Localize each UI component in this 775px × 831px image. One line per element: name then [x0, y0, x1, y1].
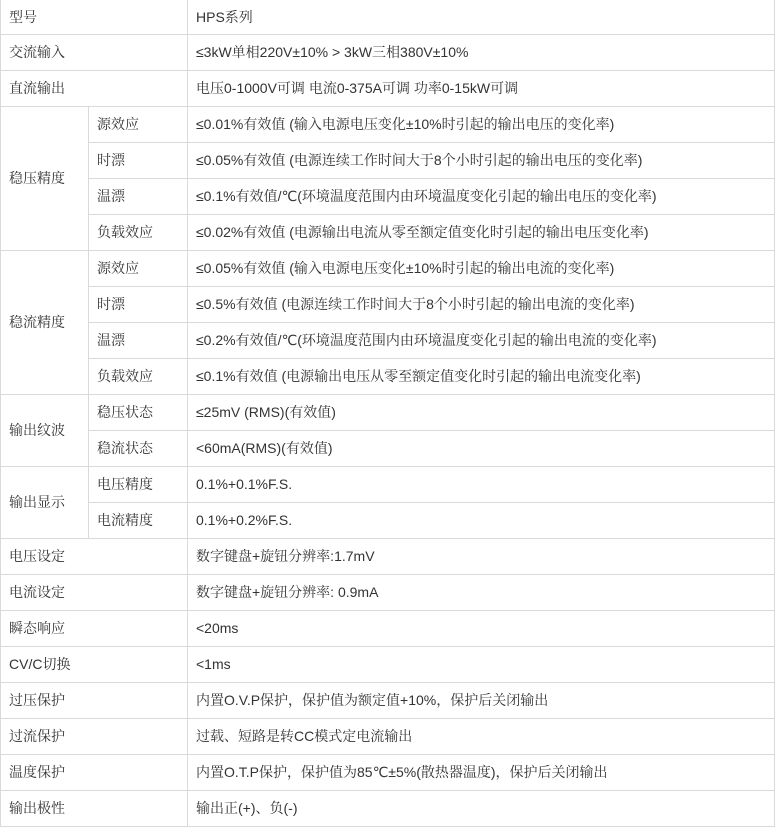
spec-label: 输出极性: [1, 790, 188, 826]
spec-value: ≤0.05%有效值 (电源连续工作时间大于8个小时引起的输出电压的变化率): [188, 142, 775, 178]
spec-label: 直流输出: [1, 70, 188, 106]
spec-sub-label: 负载效应: [89, 214, 188, 250]
spec-sub-label: 时漂: [89, 286, 188, 322]
spec-row-ripple-cv: [1, 394, 775, 430]
spec-row-model: [1, 0, 775, 34]
spec-value: ≤0.02%有效值 (电源输出电流从零至额定值变化时引起的输出电压变化率): [188, 214, 775, 250]
spec-value: ≤0.1%有效值 (电源输出电压从零至额定值变化时引起的输出电流变化率): [188, 358, 775, 394]
spec-row-ripple-cc: [1, 430, 775, 466]
spec-row-transient-response: [1, 610, 775, 646]
spec-value: 内置O.V.P保护，保护值为额定值+10%，保护后关闭输出: [188, 682, 775, 718]
spec-value: 输出正(+)、负(-): [188, 790, 775, 826]
spec-row-cv-accuracy-source: [1, 106, 775, 142]
spec-value: 0.1%+0.2%F.S.: [188, 502, 775, 538]
spec-row-cv-accuracy-load: [1, 214, 775, 250]
spec-row-ocp: [1, 718, 775, 754]
spec-sub-label: 电压精度: [89, 466, 188, 502]
spec-value: 电压0-1000V可调 电流0-375A可调 功率0-15kW可调: [188, 70, 775, 106]
spec-value: 数字键盘+旋钮分辨率:1.7mV: [188, 538, 775, 574]
spec-value: ≤0.01%有效值 (输入电源电压变化±10%时引起的输出电压的变化率): [188, 106, 775, 142]
spec-sub-label: 源效应: [89, 250, 188, 286]
spec-group-label: 输出显示: [1, 466, 89, 538]
spec-label: 电流设定: [1, 574, 188, 610]
spec-value: 过载、短路是转CC模式定电流输出: [188, 718, 775, 754]
spec-row-cv-cc-switch: [1, 646, 775, 682]
spec-value: <20ms: [188, 610, 775, 646]
spec-sub-label: 负载效应: [89, 358, 188, 394]
spec-group-label: 输出纹波: [1, 394, 89, 466]
spec-row-cc-accuracy-temp: [1, 322, 775, 358]
spec-row-cv-accuracy-temp: [1, 178, 775, 214]
spec-label: CV/C切换: [1, 646, 188, 682]
spec-sub-label: 时漂: [89, 142, 188, 178]
spec-sub-label: 温漂: [89, 322, 188, 358]
spec-label: 瞬态响应: [1, 610, 188, 646]
spec-label: 交流输入: [1, 34, 188, 70]
spec-row-ovp: [1, 682, 775, 718]
spec-sub-label: 源效应: [89, 106, 188, 142]
spec-group-label: 稳压精度: [1, 106, 89, 250]
spec-row-polarity: [1, 790, 775, 826]
spec-value: ≤0.5%有效值 (电源连续工作时间大于8个小时引起的输出电流的变化率): [188, 286, 775, 322]
spec-label: 温度保护: [1, 754, 188, 790]
spec-row-cc-accuracy-time: [1, 286, 775, 322]
spec-sub-label: 温漂: [89, 178, 188, 214]
spec-sub-label: 稳流状态: [89, 430, 188, 466]
spec-value: ≤25mV (RMS)(有效值): [188, 394, 775, 430]
spec-value: ≤3kW单相220V±10% > 3kW三相380V±10%: [188, 34, 775, 70]
spec-row-current-setting: [1, 574, 775, 610]
spec-value: <1ms: [188, 646, 775, 682]
spec-row-display-voltage: [1, 466, 775, 502]
spec-group-label: 稳流精度: [1, 250, 89, 394]
spec-label: 过压保护: [1, 682, 188, 718]
spec-row-otp: [1, 754, 775, 790]
spec-row-cc-accuracy-source: [1, 250, 775, 286]
spec-value: ≤0.05%有效值 (输入电源电压变化±10%时引起的输出电流的变化率): [188, 250, 775, 286]
spec-value: HPS系列: [188, 0, 775, 34]
spec-sub-label: 稳压状态: [89, 394, 188, 430]
spec-sub-label: 电流精度: [89, 502, 188, 538]
spec-value: ≤0.2%有效值/℃(环境温度范围内由环境温度变化引起的输出电流的变化率): [188, 322, 775, 358]
spec-row-cv-accuracy-time: [1, 142, 775, 178]
spec-row-display-current: [1, 502, 775, 538]
spec-label: 过流保护: [1, 718, 188, 754]
spec-value: 数字键盘+旋钮分辨率: 0.9mA: [188, 574, 775, 610]
spec-row-cc-accuracy-load: [1, 358, 775, 394]
spec-label: 电压设定: [1, 538, 188, 574]
spec-value: 0.1%+0.1%F.S.: [188, 466, 775, 502]
spec-value: <60mA(RMS)(有效值): [188, 430, 775, 466]
spec-row-dc-output: [1, 70, 775, 106]
spec-value: ≤0.1%有效值/℃(环境温度范围内由环境温度变化引起的输出电压的变化率): [188, 178, 775, 214]
spec-row-ac-input: [1, 34, 775, 70]
spec-label: 型号: [1, 0, 188, 34]
spec-value: 内置O.T.P保护，保护值为85℃±5%(散热器温度)，保护后关闭输出: [188, 754, 775, 790]
spec-row-voltage-setting: [1, 538, 775, 574]
